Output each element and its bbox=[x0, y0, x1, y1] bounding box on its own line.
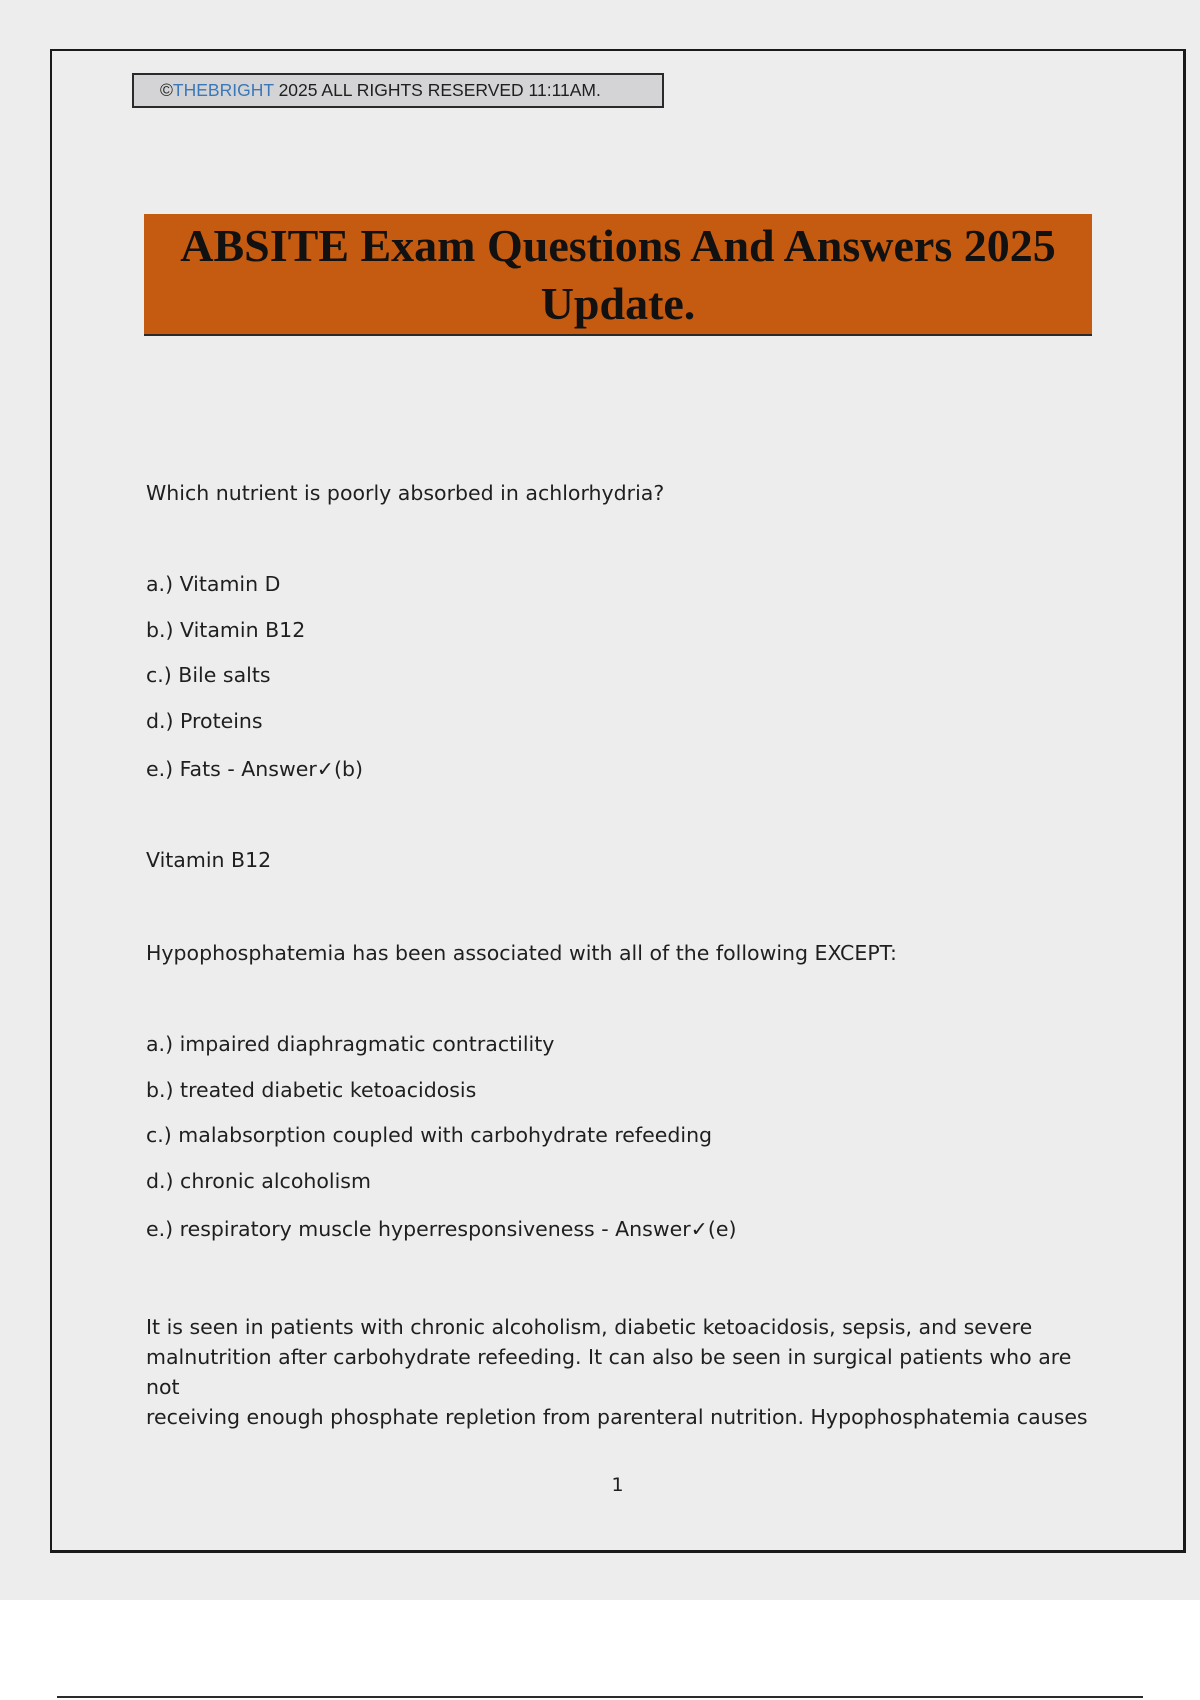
question-1-option-a: a.) Vitamin D bbox=[146, 572, 281, 596]
question-1-option-c: c.) Bile salts bbox=[146, 663, 271, 687]
question-1-text: Which nutrient is poorly absorbed in achlorhydria? bbox=[146, 481, 665, 505]
title-line-1: ABSITE Exam Questions And Answers 2025 bbox=[180, 220, 1056, 271]
question-2-text: Hypophosphatemia has been associated with all of the following EXCEPT: bbox=[146, 941, 897, 965]
question-1-option-b: b.) Vitamin B12 bbox=[146, 618, 306, 642]
explanation-line: receiving enough phosphate repletion from parenteral nutrition. Hypophosphatemia causes bbox=[146, 1405, 1088, 1429]
question-2-option-b: b.) treated diabetic ketoacidosis bbox=[146, 1078, 477, 1102]
document-page bbox=[50, 49, 1186, 1553]
copyright-text: 2025 ALL RIGHTS RESERVED 11:11AM. bbox=[273, 80, 601, 100]
question-1-explanation: Vitamin B12 bbox=[146, 848, 272, 872]
explanation-line: It is seen in patients with chronic alcoholism, diabetic ketoacidosis, sepsis, and severe bbox=[146, 1315, 1033, 1339]
question-2-explanation bbox=[146, 1312, 1096, 1432]
question-1-option-d: d.) Proteins bbox=[146, 709, 263, 733]
copyright-brand: THEBRIGHT bbox=[172, 80, 274, 100]
question-2-option-c: c.) malabsorption coupled with carbohydrate refeeding bbox=[146, 1123, 713, 1147]
title-line-2: Update. bbox=[540, 278, 696, 329]
page-number: 1 bbox=[611, 1474, 624, 1496]
question-1-option-e-answer: e.) Fats - Answer✓(b) bbox=[146, 757, 363, 781]
question-2-option-d: d.) chronic alcoholism bbox=[146, 1169, 371, 1193]
next-page-top-rule bbox=[57, 1696, 1143, 1698]
document-title bbox=[144, 214, 1092, 336]
explanation-line: malnutrition after carbohydrate refeeding. It can also be seen in surgical patients who are not bbox=[146, 1345, 1072, 1399]
question-2-option-a: a.) impaired diaphragmatic contractility bbox=[146, 1032, 555, 1056]
copyright-notice bbox=[132, 73, 664, 108]
copyright-symbol: © bbox=[160, 80, 173, 100]
question-2-option-e-answer: e.) respiratory muscle hyperresponsiveness - Answer✓(e) bbox=[146, 1217, 737, 1241]
